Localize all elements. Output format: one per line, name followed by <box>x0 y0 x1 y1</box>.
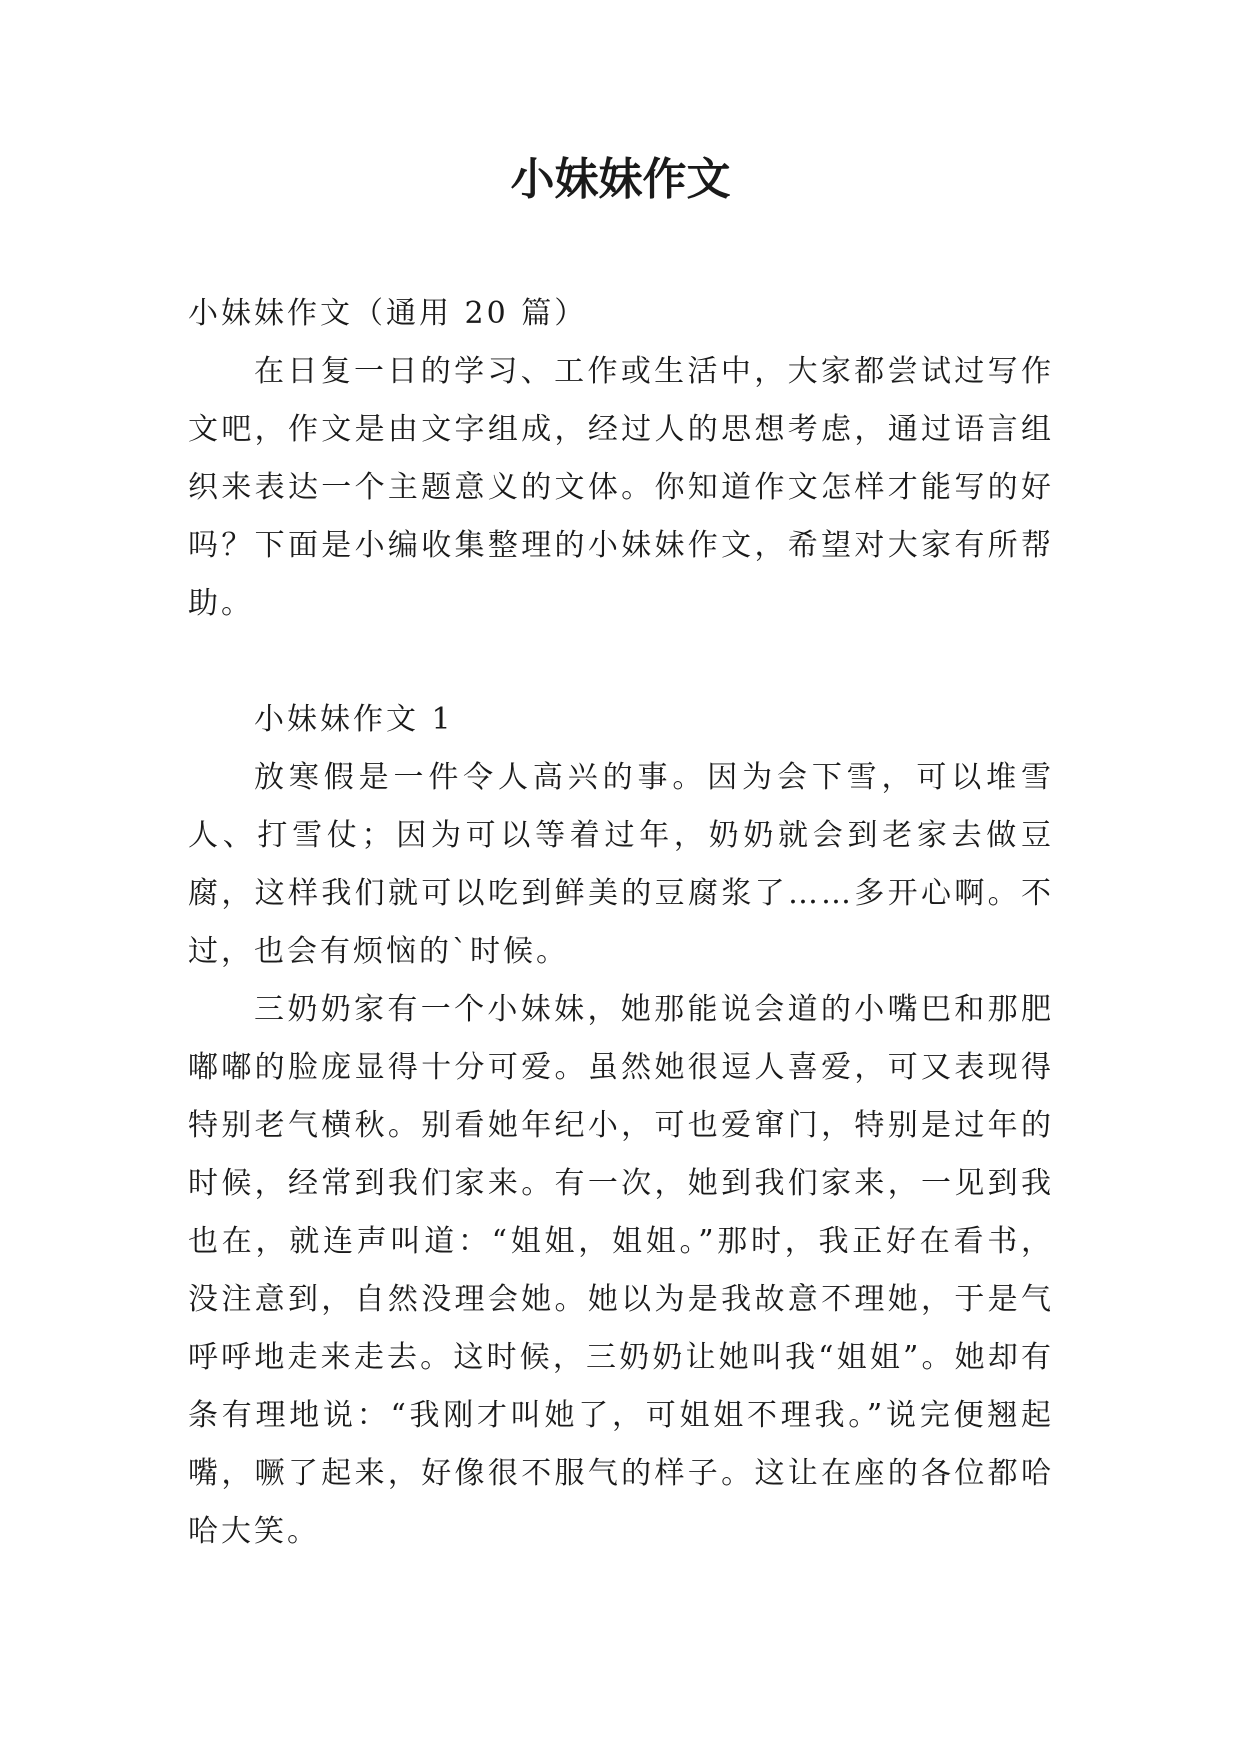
body-paragraph: 三奶奶家有一个小妹妹，她那能说会道的小嘴巴和那肥嘟嘟的脸庞显得十分可爱。虽然她很逗人喜爱，可又表现得特别老气横秋。别看她年纪小，可也爱窜门，特别是过年的时候，经常到我们家来。有一次，她到我们家来，一见到我也在，就连声叫道：“姐姐，姐姐。”那时，我正好在看书，没注意到，自然没理会她。她以为是我故意不理她，于是气呼呼地走来走去。这时候，三奶奶让她叫我“姐姐”。她却有条有理地说：“我刚才叫她了，可姐姐不理我。”说完便翘起嘴，噘了起来，好像很不服气的样子。这让在座的各位都哈哈大笑。 <box>188 992 1054 1549</box>
section-heading: 小妹妹作文 1 <box>254 702 454 737</box>
section-spacer <box>188 633 1054 691</box>
intro-paragraph: 在日复一日的学习、工作或生活中，大家都尝试过写作文吧，作文是由文字组成，经过人的思想考虑，通过语言组织来表达一个主题意义的文体。你知道作文怎样才能写的好吗？下面是小编收集整理的小妹妹作文，希望对大家有所帮助。 <box>188 354 1054 621</box>
body-paragraph: 放寒假是一件令人高兴的事。因为会下雪，可以堆雪人、打雪仗；因为可以等着过年，奶奶就会到老家去做豆腐，这样我们就可以吃到鲜美的豆腐浆了……多开心啊。不过，也会有烦恼的`时候。 <box>188 760 1054 969</box>
document-body <box>188 285 1054 1561</box>
document-title: 小妹妹作文 <box>510 154 731 205</box>
document-subtitle: 小妹妹作文（通用 20 篇） <box>188 296 588 331</box>
